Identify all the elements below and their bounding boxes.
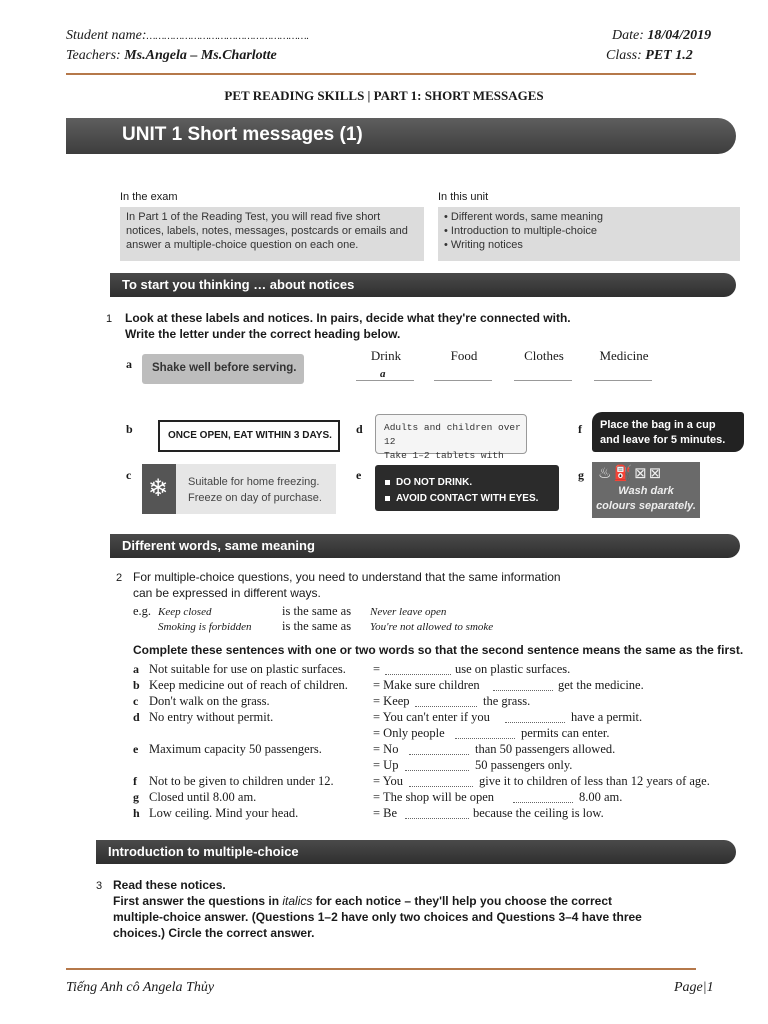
class-line [606, 48, 693, 64]
answer-blank[interactable] [409, 776, 473, 787]
in-exam-line: notices, labels, notes, messages, postcards or emails and [126, 225, 408, 237]
notice-a-text: Shake well before serving. [152, 362, 297, 374]
section-title: Introduction to multiple-choice [108, 844, 299, 859]
heading-drink: Drink [370, 348, 402, 363]
notice-a [142, 354, 304, 384]
heading-clothes: Clothes [524, 348, 564, 363]
notice-d-text: Adults and children over 12 Take 1–2 tablets with [384, 422, 521, 461]
notice-g [592, 462, 700, 518]
footer-left: Tiếng Anh cô Angela Thủy [66, 980, 215, 995]
laundry-symbols-icon: ♨⛽⊠⊠ [598, 464, 664, 482]
footer-divider [66, 968, 696, 970]
notice-b [158, 420, 340, 452]
snowflake-badge [142, 464, 176, 514]
section-bar-thinking [110, 273, 736, 297]
teachers-line [66, 48, 277, 64]
notice-letter: b [126, 422, 133, 436]
list-item: g Closed until 8.00 am. = The shop will be open 8.00 am. [133, 790, 623, 804]
example-right: You're not allowed to smoke [370, 621, 494, 633]
notice-letter: f [578, 422, 582, 436]
student-name-dots: ………………………………………………. [146, 31, 310, 42]
answer-blank[interactable] [513, 792, 573, 803]
question-instruction: Read these notices. First answer the questions in italics for each notice – they'll help you choose the correct multiple-choice answer. (Questions 1–2 have only two choices and Questions 3–4 have three choices.) Circle the correct answer. [113, 878, 642, 940]
bullet-icon [385, 480, 390, 485]
notice-letter: g [578, 468, 584, 482]
student-name-label: Student name: [66, 28, 147, 43]
snowflake-icon: ❄ [148, 474, 169, 502]
notice-e-text: DO NOT DRINK. AVOID CONTACT WITH EYES. [385, 475, 538, 507]
answer-line-drink[interactable] [356, 380, 414, 381]
in-unit-box [438, 207, 740, 261]
example-right: Never leave open [370, 606, 447, 618]
notice-c [142, 464, 336, 514]
answer-line-medicine[interactable] [594, 380, 652, 381]
section-title: Different words, same meaning [122, 538, 315, 553]
list-item: a Not suitable for use on plastic surfaces. = use on plastic surfaces. [133, 662, 571, 676]
question-number: 1 [106, 313, 113, 325]
example-left: Smoking is forbidden [158, 621, 252, 633]
list-item: = Up 50 passengers only. [373, 758, 573, 772]
in-exam-line: In Part 1 of the Reading Test, you will read five short [126, 211, 381, 223]
unit-title: UNIT 1 Short messages (1) [122, 124, 363, 145]
question-intro: For multiple-choice questions, you need to understand that the same information can be expressed in different ways. [133, 570, 561, 600]
answer-blank[interactable] [409, 744, 469, 755]
notice-c-text: Suitable for home freezing. Freeze on day of purchase. [188, 476, 322, 504]
example-same-as: is the same as [282, 604, 352, 618]
question-instruction: Look at these labels and notices. In pairs, decide what they're connected with. Write the letter under the correct heading below. [125, 311, 571, 341]
question-number: 2 [116, 572, 123, 584]
page-title: PET READING SKILLS | PART 1: SHORT MESSAGES [224, 88, 544, 103]
in-unit-item: • Writing notices [444, 239, 523, 251]
question-number: 3 [96, 880, 103, 892]
unit-banner [66, 118, 736, 154]
bullet-icon [385, 496, 390, 501]
section-bar-different-words [110, 534, 740, 558]
list-item: f Not to be given to children under 12. = You give it to children of less than 12 years of age. [133, 774, 710, 788]
list-item: h Low ceiling. Mind your head. = Be because the ceiling is low. [133, 806, 604, 820]
notice-letter: c [126, 468, 132, 482]
notice-letter: a [126, 357, 132, 371]
page-number: Page|1 [674, 980, 714, 995]
list-item: d No entry without permit. = You can't enter if you have a permit. [133, 710, 643, 724]
answer-line-food[interactable] [434, 380, 492, 381]
list-item: b Keep medicine out of reach of children. = Make sure children get the medicine. [133, 678, 644, 692]
in-unit-heading: In this unit [438, 191, 489, 203]
complete-instruction: Complete these sentences with one or two words so that the second sentence means the same as the first. [133, 643, 744, 657]
answer-blank[interactable] [505, 712, 565, 723]
drink-answer: a [380, 368, 386, 380]
date-value: 18/04/2019 [647, 28, 712, 43]
answer-blank[interactable] [455, 728, 515, 739]
answer-blank[interactable] [385, 664, 451, 675]
in-exam-box [120, 207, 424, 261]
notice-d [375, 414, 527, 461]
notice-e [375, 465, 559, 511]
example-label: e.g. [133, 604, 152, 618]
student-name-field [66, 28, 309, 44]
answer-line-clothes[interactable] [514, 380, 572, 381]
answer-blank[interactable] [405, 760, 469, 771]
notice-f-text: Place the bag in a cup and leave for 5 minutes. [600, 419, 726, 446]
in-unit-item: • Introduction to multiple-choice [444, 225, 598, 237]
list-item: e Maximum capacity 50 passengers. = No than 50 passengers allowed. [133, 742, 616, 756]
example-same-as: is the same as [282, 619, 352, 633]
date-line [612, 28, 711, 44]
notice-b-text: ONCE OPEN, EAT WITHIN 3 DAYS. [168, 430, 332, 441]
section-title: To start you thinking … about notices [122, 277, 355, 292]
in-exam-line: answer a multiple-choice question on each one. [126, 239, 359, 251]
teachers-value: Ms.Angela – Ms.Charlotte [124, 48, 277, 63]
answer-blank[interactable] [405, 808, 469, 819]
in-unit-item: • Different words, same meaning [444, 211, 603, 223]
example-left: Keep closed [158, 606, 212, 618]
date-label: Date: [612, 28, 644, 43]
notice-letter: d [356, 422, 363, 436]
answer-blank[interactable] [415, 696, 477, 707]
header-divider [66, 73, 696, 75]
notice-letter: e [356, 468, 362, 482]
list-item: = Only people permits can enter. [373, 726, 610, 740]
notice-g-text: Wash dark colours separately. [596, 485, 696, 512]
heading-food: Food [450, 348, 478, 363]
heading-medicine: Medicine [599, 348, 649, 363]
list-item: c Don't walk on the grass. = Keep the grass. [133, 694, 531, 708]
class-label: Class: [606, 48, 642, 63]
teachers-label: Teachers: [66, 48, 121, 63]
section-bar-multiple-choice [96, 840, 736, 864]
notice-f [592, 412, 744, 452]
in-exam-heading: In the exam [120, 191, 178, 203]
class-value: PET 1.2 [645, 48, 693, 63]
answer-blank[interactable] [493, 680, 553, 691]
